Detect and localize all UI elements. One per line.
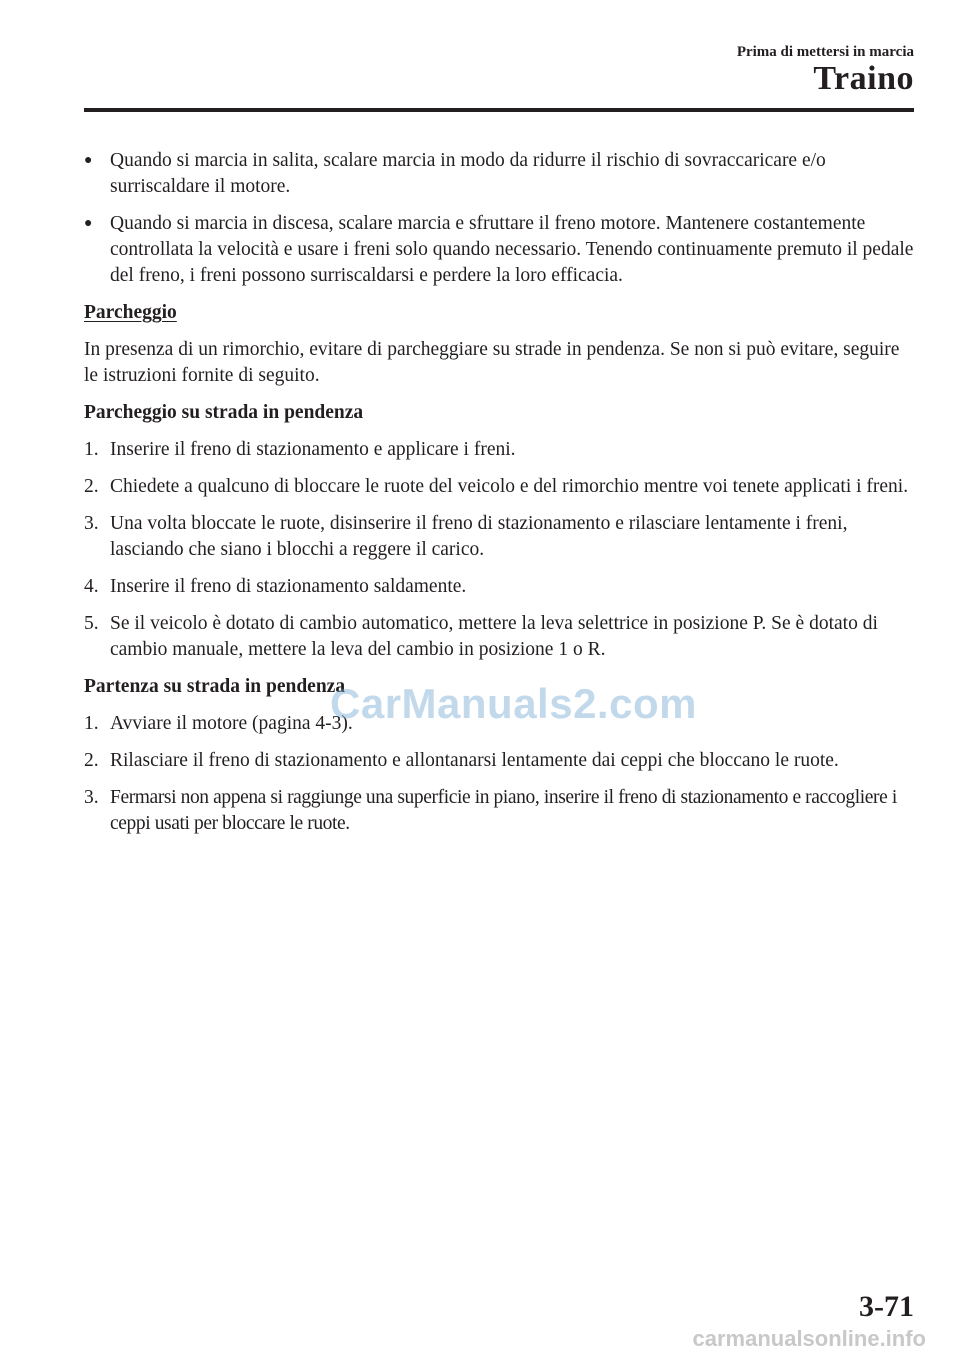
step-text: Inserire il freno di stazionamento e applicare i freni. (110, 439, 516, 460)
section-label: Prima di mettersi in marcia (736, 44, 914, 60)
list-item (84, 748, 914, 774)
list-item (84, 611, 914, 663)
step-text: Chiedete a qualcuno di bloccare le ruote del veicolo e del rimorchio mentre voi tenete applicati i freni. (110, 476, 909, 497)
step-number: 2. (84, 750, 99, 771)
step-number: 1. (84, 439, 99, 460)
page-content (84, 148, 914, 848)
list-item (84, 785, 914, 837)
bullet-dot-icon: ● (84, 153, 93, 168)
step-text: Rilasciare il freno di stazionamento e allontanarsi lentamente dai ceppi che bloccano le ruote. (110, 750, 839, 771)
step-text: Se il veicolo è dotato di cambio automatico, mettere la leva selettrice in posizione P. Se è dotato di cambio manuale, mettere la leva del cambio in posizione 1 o R. (110, 613, 878, 660)
list-item (84, 474, 914, 500)
list-item (84, 711, 914, 737)
list-item (84, 511, 914, 563)
step-text: Fermarsi non appena si raggiunge una superficie in piano, inserire il freno di stazionamento e raccogliere i ceppi usati per bloccare le ruote. (110, 787, 897, 834)
parking-heading: Parcheggio (84, 302, 177, 323)
step-number: 5. (84, 613, 99, 634)
step-text: Inserire il freno di stazionamento saldamente. (110, 576, 467, 597)
page-title: Traino (813, 60, 914, 97)
bullet-text: Quando si marcia in salita, scalare marcia in modo da ridurre il rischio di sovraccaricare e/o surriscaldare il motore. (110, 150, 826, 197)
bullet-dot-icon: ● (84, 216, 93, 231)
parking-intro: In presenza di un rimorchio, evitare di parcheggiare su strade in pendenza. Se non si può evitare, seguire le istruzioni fornite di seguito. (84, 339, 900, 386)
list-item (84, 574, 914, 600)
step-number: 1. (84, 713, 99, 734)
footer-watermark-link[interactable]: carmanualsonline.info (692, 1326, 926, 1351)
bullet-item (84, 148, 914, 200)
step-text: Avviare il motore (pagina 4-3). (110, 713, 353, 734)
step-number: 2. (84, 476, 99, 497)
step-number: 3. (84, 513, 99, 534)
slope-start-heading: Partenza su strada in pendenza (84, 676, 346, 697)
header-divider (84, 108, 914, 112)
step-number: 4. (84, 576, 99, 597)
step-number: 3. (84, 787, 99, 808)
step-text: Una volta bloccate le ruote, disinserire il freno di stazionamento e rilasciare lentamente i freni, lasciando che siano i blocchi a reggere il carico. (110, 513, 848, 560)
list-item (84, 437, 914, 463)
slope-parking-heading: Parcheggio su strada in pendenza (84, 402, 364, 423)
page-number: 3-71 (859, 1290, 914, 1323)
bullet-item (84, 211, 914, 289)
bullet-text: Quando si marcia in discesa, scalare marcia e sfruttare il freno motore. Mantenere costantemente controllata la velocità e usare i freni solo quando necessario. Tenendo continuamente premuto il pedale del freno, i freni possono surriscaldarsi e perdere la loro efficacia. (110, 213, 914, 286)
watermark-logo: CarManuals2.com (330, 680, 697, 727)
